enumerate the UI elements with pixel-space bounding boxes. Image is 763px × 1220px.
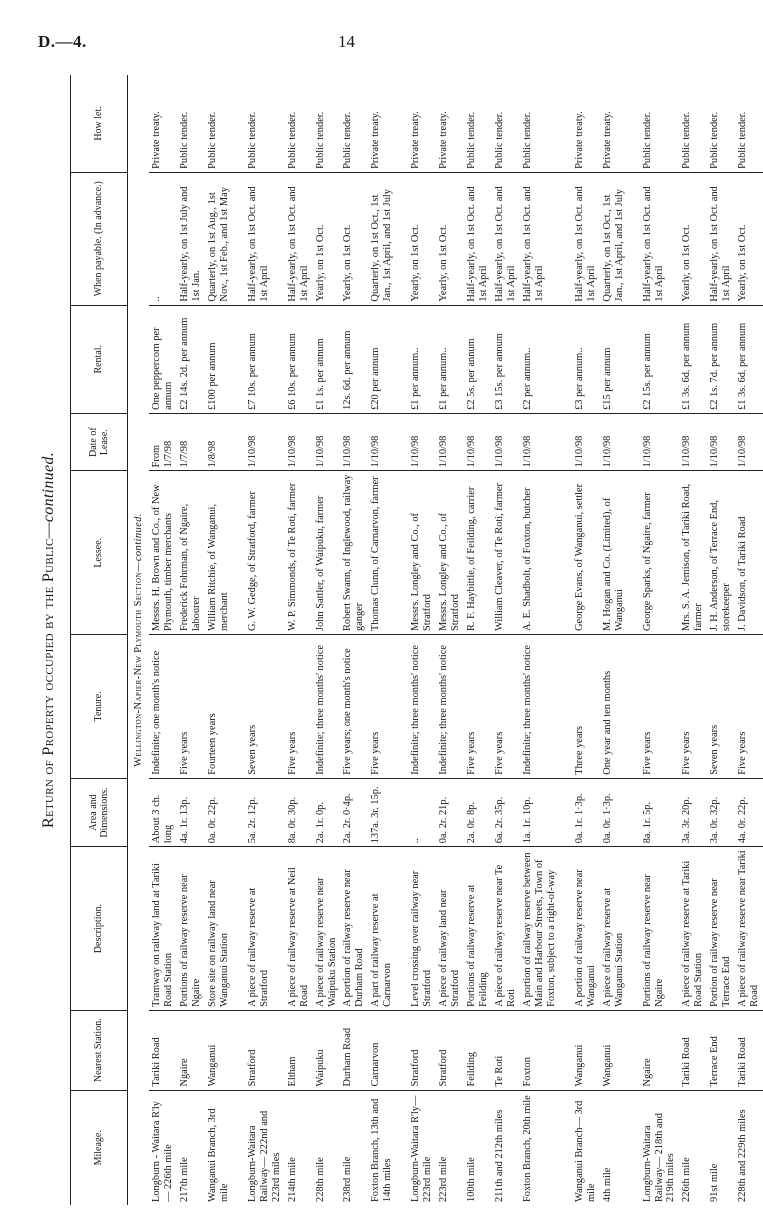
cell-how: Public tender. — [520, 75, 560, 172]
spacer-cell — [396, 847, 408, 1011]
spacer-cell — [233, 413, 245, 470]
cell-station: Ngaire — [640, 1010, 680, 1090]
cell-rental: £3 per annum.. — [572, 305, 600, 413]
section-heading — [128, 75, 150, 1205]
cell-mileage: Longburn-Waitara Railway— 218th and 219th miles — [641, 1113, 677, 1202]
cell-mileage: 238rd mile — [342, 1156, 354, 1202]
cell-mileage: Longburn - Waitara R'ly— 226th mile — [151, 1101, 175, 1202]
cell-rental: £1 per annum.. — [436, 305, 464, 413]
cell-how: Private treaty. — [408, 75, 436, 172]
cell-when: Yearly, on 1st Oct. — [408, 172, 436, 305]
spacer-cell — [628, 778, 640, 847]
cell-date: 1/7/98 — [177, 413, 205, 470]
cell-description: A piece of railway reserve at Tariki Road Station — [679, 847, 707, 1011]
cell-area: 8a. 0r. 30p. — [285, 778, 313, 847]
cell-station: Wanganui — [572, 1010, 600, 1090]
cell-tenure: Fourteen years — [205, 635, 233, 779]
spacer-cell — [560, 172, 572, 305]
cell-area: 8a. 1r. 5p. — [640, 778, 680, 847]
spacer-cell — [396, 778, 408, 847]
spacer-cell — [233, 1010, 245, 1090]
cell-how: Public tender. — [313, 75, 341, 172]
cell-how: Private treaty. — [572, 75, 600, 172]
table-row — [313, 75, 341, 1205]
cell-description: A piece of railway reserve at Neil Road — [285, 847, 313, 1011]
cell-area: 6a. 2r. 35p. — [492, 778, 520, 847]
spacer-cell — [560, 305, 572, 413]
table-row — [436, 75, 464, 1205]
spacer-cell — [628, 635, 640, 779]
spacer-cell — [233, 635, 245, 779]
spacer-cell — [233, 1090, 245, 1205]
cell-rental: One peppercorn per annum — [149, 305, 177, 413]
spacer-cell — [560, 635, 572, 779]
cell-date: 1/10/98 — [340, 413, 368, 470]
spacer-cell — [233, 471, 245, 635]
cell-tenure: Three years — [572, 635, 600, 779]
title-continued: continued. — [40, 452, 57, 523]
cell-when: Half-yearly, on 1st July and 1st Jan. — [177, 172, 205, 305]
table-row — [285, 75, 313, 1205]
cell-station: Carnarvon — [368, 1010, 396, 1090]
cell-lessee: Thomas Clunn, of Carnarvon, farmer — [368, 471, 396, 635]
spacer-cell — [628, 1010, 640, 1090]
spacer-cell — [233, 847, 245, 1011]
cell-mileage: Longburn-Waitara R'ly— 223rd mile — [410, 1095, 434, 1202]
cell-description: A piece of railway reserve at Stratford — [245, 847, 285, 1011]
cell-description: A portion of railway reserve between Main and Harbour Streets, Town of Foxton, subject to a right-of-way — [520, 847, 560, 1011]
cell-how: Public tender. — [205, 75, 233, 172]
cell-tenure: Five years — [679, 635, 707, 779]
table-row — [679, 75, 707, 1205]
cell-station: Feilding — [464, 1010, 492, 1090]
table-row — [707, 75, 735, 1205]
cell-area: 0a. 1r. 1·3p. — [572, 778, 600, 847]
cell-area: 3a. 3r. 20p. — [679, 778, 707, 847]
cell-when: Half-yearly, on 1st Oct. and 1st April — [285, 172, 313, 305]
cell-when: .. — [149, 172, 177, 305]
table-row — [340, 75, 368, 1205]
cell-tenure: Five years — [368, 635, 396, 779]
cell-tenure: Five years — [735, 635, 763, 779]
cell-when: Quarterly, on 1st Aug., 1st Nov., 1st Feb., and 1st May — [205, 172, 233, 305]
cell-when: Half-yearly, on 1st Oct. and 1st April — [245, 172, 285, 305]
rotated-table-container — [40, 75, 761, 1205]
table-row — [572, 75, 600, 1205]
cell-lessee: William Ritchie, of Wanganui, merchant — [205, 471, 233, 635]
cell-date: 1/10/98 — [368, 413, 396, 470]
cell-date: From 1/7/98 — [149, 413, 177, 470]
cell-how: Public tender. — [464, 75, 492, 172]
cell-area: 4a. 0r. 22p. — [735, 778, 763, 847]
cell-date: 1/10/98 — [735, 413, 763, 470]
cell-lessee: G. W. Gedge, of Stratford, farmer — [245, 471, 285, 635]
cell-how: Private treaty. — [149, 75, 177, 172]
cell-how: Public tender. — [340, 75, 368, 172]
spacer-cell — [233, 778, 245, 847]
table-row — [520, 75, 560, 1205]
cell-description: A piece of railway reserve near Te Roti — [492, 847, 520, 1011]
cell-area: 2a. 0r. 8p. — [464, 778, 492, 847]
cell-when: Yearly, on 1st Oct. — [313, 172, 341, 305]
col-header-how: How let. — [71, 75, 128, 172]
cell-mileage: 214th mile — [286, 1157, 298, 1202]
spacer-cell — [628, 172, 640, 305]
cell-rental: £3 15s. per annum — [492, 305, 520, 413]
cell-mileage: Wanganui Branch— 3rd mile — [573, 1100, 597, 1202]
cell-station: Tariki Road — [149, 1010, 177, 1090]
cell-rental: £1 per annum.. — [408, 305, 436, 413]
spacer-cell — [233, 172, 245, 305]
cell-lessee: J. H. Anderson, of Terrace End, storekeeper — [707, 471, 735, 635]
cell-tenure: Indefinite; three months' notice — [408, 635, 436, 779]
spacer-cell — [628, 471, 640, 635]
cell-description: Store site on railway land near Wanganui Station — [205, 847, 233, 1011]
cell-how: Public tender. — [492, 75, 520, 172]
cell-tenure: Indefinite; three months' notice — [313, 635, 341, 779]
col-header-mileage: Mileage. — [71, 1090, 128, 1205]
cell-how: Public tender. — [679, 75, 707, 172]
table-row — [149, 75, 177, 1205]
cell-how: Private treaty. — [600, 75, 628, 172]
cell-date: 1/10/98 — [245, 413, 285, 470]
cell-mileage: Foxton Branch, 13th and 14th miles — [370, 1098, 394, 1202]
cell-area: 0a. 0r. 22p. — [205, 778, 233, 847]
cell-description: A piece of railway reserve near Tariki Road — [735, 847, 763, 1011]
cell-when: Quarterly, on 1st Oct., 1st Jan., 1st April, and 1st July — [600, 172, 628, 305]
cell-tenure: Five years — [492, 635, 520, 779]
property-table — [70, 75, 763, 1205]
spacer-cell — [233, 75, 245, 172]
cell-date: 1/10/98 — [679, 413, 707, 470]
spacer-cell — [560, 847, 572, 1011]
cell-date: 1/10/98 — [436, 413, 464, 470]
row-spacer — [233, 75, 245, 1205]
cell-how: Public tender. — [177, 75, 205, 172]
section-name: Wellington-Napier-New Plymouth Section— — [133, 561, 144, 767]
cell-lessee: George Sparks, of Ngaire, farmer — [640, 471, 680, 635]
cell-area: About 3 ch. long — [149, 778, 177, 847]
cell-how: Public tender. — [285, 75, 313, 172]
spacer-cell — [560, 778, 572, 847]
cell-station: Waipuku — [313, 1010, 341, 1090]
cell-tenure: Seven years — [245, 635, 285, 779]
col-header-when: When payable. (In advance.) — [71, 172, 128, 305]
cell-description: A piece of railway land near Stratford — [436, 847, 464, 1011]
table-row — [464, 75, 492, 1205]
cell-lessee: John Sattler, of Waipuku, farmer — [313, 471, 341, 635]
section-continued: continued. — [133, 513, 144, 562]
spacer-cell — [396, 1090, 408, 1205]
section-row — [128, 75, 150, 1205]
cell-rental: £6 10s. per annum — [285, 305, 313, 413]
cell-mileage: 91st mile — [709, 1163, 721, 1202]
cell-how: Public tender. — [707, 75, 735, 172]
cell-when: Quarterly, on 1st Oct., 1st Jan., 1st April, and 1st July — [368, 172, 396, 305]
cell-station: Terrace End — [707, 1010, 735, 1090]
cell-lessee: R. F. Haybittle, of Feilding, carrier — [464, 471, 492, 635]
cell-description: Level crossing over railway near Stratford — [408, 847, 436, 1011]
cell-description: Portion of railway reserve near Terrace End — [707, 847, 735, 1011]
cell-area: 1a. 1r. 10p. — [520, 778, 560, 847]
cell-lessee: Messrs. H. Brown and Co., of New Plymouth, timber merchants — [149, 471, 177, 635]
page-title — [40, 75, 58, 1205]
cell-description: A piece of railway reserve at Wanganui Station — [600, 847, 628, 1011]
cell-date: 1/10/98 — [572, 413, 600, 470]
cell-when: Half-yearly, on 1st Oct. and 1st April — [492, 172, 520, 305]
cell-rental: £2 14s. 2d. per annum — [177, 305, 205, 413]
cell-description: Tramway on railway land at Tariki Road Station — [149, 847, 177, 1011]
cell-rental: £1 1s. per annum — [313, 305, 341, 413]
cell-when: Half-yearly, on 1st Oct. and 1st April — [640, 172, 680, 305]
page-number: 14 — [338, 32, 355, 51]
cell-station: Durham Road — [340, 1010, 368, 1090]
col-header-area: Area and Dimensions. — [71, 778, 128, 847]
cell-mileage: 228th mile — [314, 1157, 326, 1202]
cell-mileage: 211th and 212th miles — [493, 1109, 505, 1202]
table-row — [368, 75, 396, 1205]
cell-rental: £2 1s. 7d. per annum — [707, 305, 735, 413]
cell-lessee: W. P. Simmonds, of Te Roti, farmer — [285, 471, 313, 635]
cell-date: 1/10/98 — [520, 413, 560, 470]
cell-tenure: Five years; one month's notice — [340, 635, 368, 779]
cell-description: A part of railway reserve at Carnarvon — [368, 847, 396, 1011]
cell-date: 1/10/98 — [408, 413, 436, 470]
cell-tenure: Indefinite; three months' notice — [520, 635, 560, 779]
table-row — [600, 75, 628, 1205]
cell-tenure: Five years — [640, 635, 680, 779]
spacer-cell — [396, 413, 408, 470]
spacer-cell — [396, 635, 408, 779]
spacer-cell — [396, 471, 408, 635]
cell-mileage: Wanganui Branch, 3rd mile — [206, 1108, 230, 1202]
spacer-cell — [233, 305, 245, 413]
page-identifier: D.—4. — [38, 32, 87, 51]
spacer-cell — [560, 1090, 572, 1205]
cell-station: Foxton — [520, 1010, 560, 1090]
cell-mileage: 226th mile — [681, 1157, 693, 1202]
cell-lessee: A. E. Shadbolt, of Foxton, butcher — [520, 471, 560, 635]
table-row — [408, 75, 436, 1205]
col-header-tenure: Tenure. — [71, 635, 128, 779]
cell-rental: £100 per annum — [205, 305, 233, 413]
cell-lessee: Messrs. Longley and Co., of Stratford — [436, 471, 464, 635]
cell-mileage: Foxton Branch, 20th mile — [521, 1095, 533, 1202]
cell-area: 5a. 2r. 12p. — [245, 778, 285, 847]
spacer-cell — [396, 305, 408, 413]
cell-when: Half-yearly, on 1st Oct. and 1st April — [707, 172, 735, 305]
cell-area: 4a. 1r. 13p. — [177, 778, 205, 847]
cell-station: Stratford — [408, 1010, 436, 1090]
spacer-cell — [628, 847, 640, 1011]
cell-when: Yearly, on 1st Oct. — [340, 172, 368, 305]
table-row — [735, 75, 763, 1205]
cell-station: Wanganui — [205, 1010, 233, 1090]
cell-station: Te Roti — [492, 1010, 520, 1090]
cell-station: Ngaire — [177, 1010, 205, 1090]
table-row — [177, 75, 205, 1205]
cell-rental: £2 15s. per annum — [640, 305, 680, 413]
cell-rental: £7 10s. per annum — [245, 305, 285, 413]
cell-area: 0a. 0r. 1·3p. — [600, 778, 628, 847]
cell-how: Private treaty. — [368, 75, 396, 172]
spacer-cell — [628, 1090, 640, 1205]
cell-tenure: Five years — [464, 635, 492, 779]
cell-station: Wanganui — [600, 1010, 628, 1090]
cell-description: A portion of railway reserve near Wanganui — [572, 847, 600, 1011]
spacer-cell — [560, 471, 572, 635]
cell-when: Yearly, on 1st Oct. — [679, 172, 707, 305]
cell-when: Yearly, on 1st Oct. — [436, 172, 464, 305]
cell-date: 1/10/98 — [707, 413, 735, 470]
cell-mileage: 217th mile — [178, 1157, 190, 1202]
cell-how: Private treaty. — [436, 75, 464, 172]
spacer-cell — [560, 1010, 572, 1090]
cell-lessee: George Evans, of Wanganui, settler — [572, 471, 600, 635]
cell-area: 137a. 3r. 15p. — [368, 778, 396, 847]
row-spacer — [560, 75, 572, 1205]
col-header-station: Nearest Station. — [71, 1010, 128, 1090]
cell-lessee: Messrs. Longley and Co., of Stratford — [408, 471, 436, 635]
cell-mileage: 228th and 229th miles — [737, 1109, 749, 1202]
cell-lessee: William Cleaver, of Te Roti, farmer — [492, 471, 520, 635]
cell-area: 2a. 2r. 0·4p. — [340, 778, 368, 847]
cell-how: Public tender. — [640, 75, 680, 172]
cell-tenure: Five years — [285, 635, 313, 779]
header-row — [71, 75, 128, 1205]
cell-lessee: Frederick Fohrman, of Ngaire, labourer — [177, 471, 205, 635]
cell-tenure: Five years — [177, 635, 205, 779]
spacer-cell — [560, 75, 572, 172]
cell-description: Portions of railway reserve near Ngaire — [177, 847, 205, 1011]
cell-when: Yearly, on 1st Oct. — [735, 172, 763, 305]
cell-rental: £1 3s. 6d. per annum — [679, 305, 707, 413]
cell-date: 1/10/98 — [285, 413, 313, 470]
cell-station: Stratford — [436, 1010, 464, 1090]
cell-date: 1/10/98 — [464, 413, 492, 470]
cell-area: .. — [408, 778, 436, 847]
spacer-cell — [628, 413, 640, 470]
cell-station: Tariki Road — [735, 1010, 763, 1090]
table-row — [492, 75, 520, 1205]
cell-description: A portion of railway reserve near Durham Road — [340, 847, 368, 1011]
spacer-cell — [628, 305, 640, 413]
cell-lessee: Mrs. S. A. Jemison, of Tariki Road, farmer — [679, 471, 707, 635]
spacer-cell — [396, 172, 408, 305]
spacer-cell — [396, 1010, 408, 1090]
cell-description: Portions of railway reserve at Feilding — [464, 847, 492, 1011]
cell-station: Stratford — [245, 1010, 285, 1090]
cell-tenure: Seven years — [707, 635, 735, 779]
table-row — [640, 75, 680, 1205]
spacer-cell — [560, 413, 572, 470]
cell-rental: £2 per annum.. — [520, 305, 560, 413]
cell-station: Tariki Road — [679, 1010, 707, 1090]
col-header-lessee: Lessee. — [71, 471, 128, 635]
cell-date: 1/10/98 — [640, 413, 680, 470]
cell-rental: £2 5s. per annum — [464, 305, 492, 413]
cell-description: Portions of railway reserve near Ngaire — [640, 847, 680, 1011]
cell-area: 2a. 1r. 0p. — [313, 778, 341, 847]
row-spacer — [396, 75, 408, 1205]
cell-date: 1/8/98 — [205, 413, 233, 470]
cell-mileage: 100th mile — [466, 1157, 478, 1202]
table-row — [245, 75, 285, 1205]
cell-lessee: J. Davidson, of Tariki Road — [735, 471, 763, 635]
cell-tenure: One year and ten months — [600, 635, 628, 779]
cell-area: 0a. 2r. 21p. — [436, 778, 464, 847]
cell-when: Half-yearly, on 1st Oct. and 1st April — [572, 172, 600, 305]
cell-how: Public tender. — [735, 75, 763, 172]
cell-date: 1/10/98 — [600, 413, 628, 470]
col-header-date: Date of Lease. — [71, 413, 128, 470]
cell-date: 1/10/98 — [313, 413, 341, 470]
title-text: Return of Property occupied by the Public— — [40, 522, 57, 829]
row-spacer — [628, 75, 640, 1205]
cell-lessee: Robert Swann, of Inglewood, railway ganger — [340, 471, 368, 635]
col-header-description: Description. — [71, 847, 128, 1011]
cell-rental: £15 per annum — [600, 305, 628, 413]
cell-lessee: M. Hogan and Co. (Limited), of Wanganui — [600, 471, 628, 635]
cell-rental: £20 per annum — [368, 305, 396, 413]
cell-when: Half-yearly, on 1st Oct. and 1st April — [520, 172, 560, 305]
cell-description: A piece of railway reserve near Waipuku Station — [313, 847, 341, 1011]
cell-mileage: 223rd mile — [438, 1156, 450, 1202]
cell-mileage: Longburn-Waitara Railway— 222nd and 223rd miles — [246, 1110, 282, 1202]
spacer-cell — [396, 75, 408, 172]
cell-rental: £1 3s. 6d. per annum — [735, 305, 763, 413]
spacer-cell — [628, 75, 640, 172]
col-header-rental: Rental. — [71, 305, 128, 413]
cell-station: Eltham — [285, 1010, 313, 1090]
cell-mileage: 4th mile — [601, 1167, 613, 1202]
cell-rental: 12s. 6d. per annum — [340, 305, 368, 413]
cell-area: 3a. 0r. 32p. — [707, 778, 735, 847]
cell-how: Public tender. — [245, 75, 285, 172]
cell-date: 1/10/98 — [492, 413, 520, 470]
table-row — [205, 75, 233, 1205]
cell-tenure: Indefinite; one month's notice — [149, 635, 177, 779]
cell-tenure: Indefinite; three months' notice — [436, 635, 464, 779]
cell-when: Half-yearly, on 1st Oct. and 1st April — [464, 172, 492, 305]
